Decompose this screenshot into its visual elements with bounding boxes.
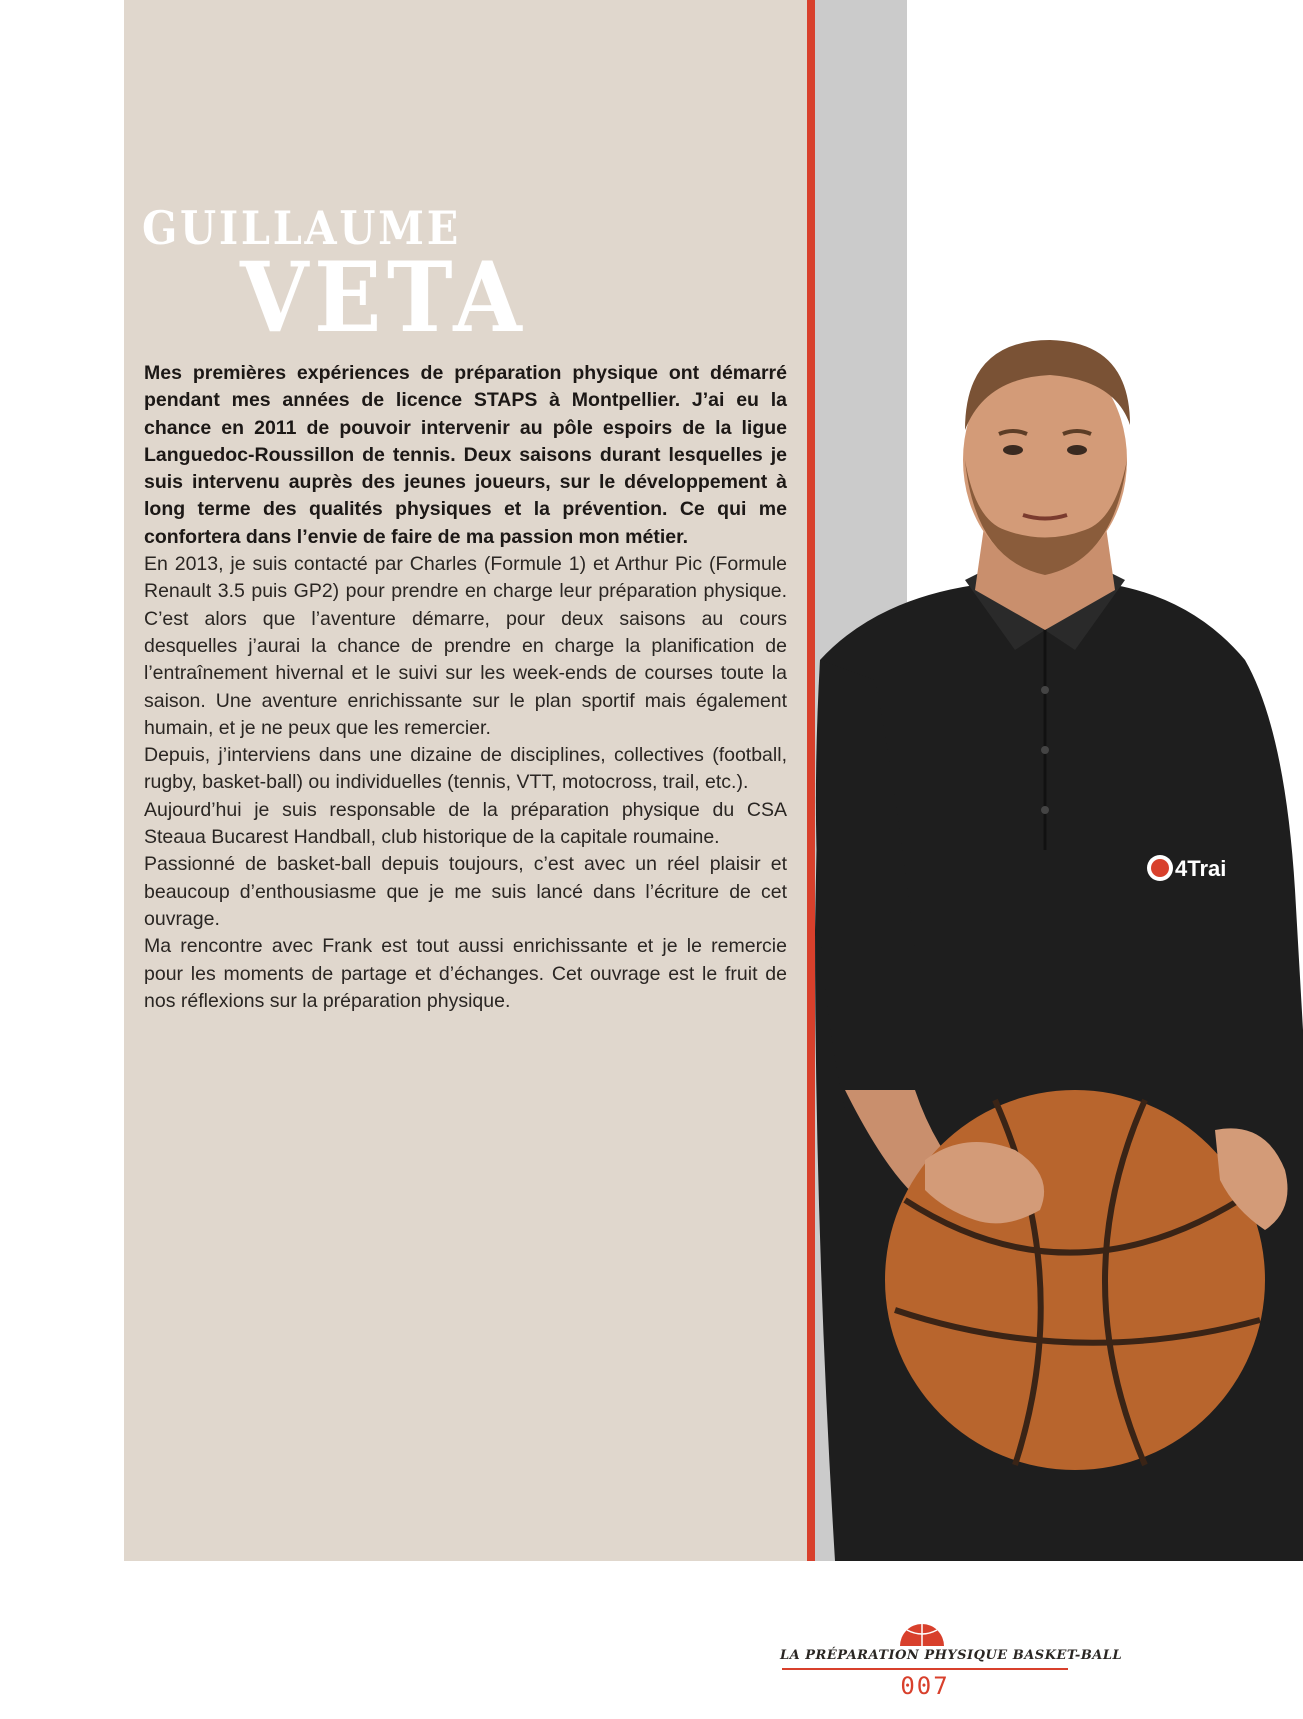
- shirt-logo: [1147, 855, 1226, 881]
- page-footer: [780, 1622, 1123, 1712]
- book-title: LA PRÉPARATION PHYSIQUE BASKET-BALL: [780, 1648, 1123, 1663]
- paragraph: Aujourd’hui je suis responsable de la préparation physique du CSA Steaua Bucarest Handball, club historique de la capitale roumaine.: [144, 798, 787, 849]
- paragraph: En 2013, je suis contacté par Charles (Formule 1) et Arthur Pic (Formule Renault 3.5 puis GP2) pour prendre en charge leur préparation physique. C’est alors que l’aventure démarre, pour deux saisons au cours desquelles j’aurai la chance de prendre en charge la planification de l’entraînement hivernal et le suivi sur les week-ends de courses toute la saison. Une aventure enrichissante sur le plan sportif mais également humain, et je ne peux que les remercier.: [144, 553, 787, 739]
- basketball: [885, 1090, 1265, 1470]
- paragraph: Ma rencontre avec Frank est tout aussi enrichissante et je le remercie pour les moments de partage et d’échanges. Cet ouvrage est le fruit de nos réflexions sur la préparation physique.: [144, 935, 787, 1012]
- biography-text: [144, 360, 787, 1015]
- paragraph: Depuis, j’interviens dans une dizaine de disciplines, collectives (football, rugby, basket-ball) ou individuelles (tennis, VTT, motocross, trail, etc.).: [144, 744, 787, 794]
- basketball-icon: [897, 1622, 947, 1646]
- author-first-name: GUILLAUME: [142, 201, 461, 255]
- intro-paragraph: Mes premières expériences de préparation physique ont démarré pendant mes années de licence STAPS à Montpellier. J’ai eu la chance en 2011 de pouvoir intervenir au pôle espoirs de la ligue Languedoc-Roussillon de tennis. Deux saisons durant lesquelles je suis intervenu auprès des jeunes joueurs, sur le développement à long terme des qualités physiques et la prévention. Ce qui me confortera dans l’envie de faire de ma passion mon métier.: [144, 362, 787, 548]
- footer-divider: [782, 1668, 1068, 1670]
- accent-divider: [807, 0, 815, 1561]
- author-last-name: VETA: [240, 241, 528, 354]
- author-portrait: [815, 330, 1303, 1561]
- page-number: 007: [900, 1672, 950, 1700]
- shirt-logo-text: 4Trai: [1175, 856, 1227, 881]
- paragraph: Passionné de basket-ball depuis toujours, c’est avec un réel plaisir et beaucoup d’enthousiasme que je me suis lancé dans l’écriture de cet ouvrage.: [144, 853, 787, 930]
